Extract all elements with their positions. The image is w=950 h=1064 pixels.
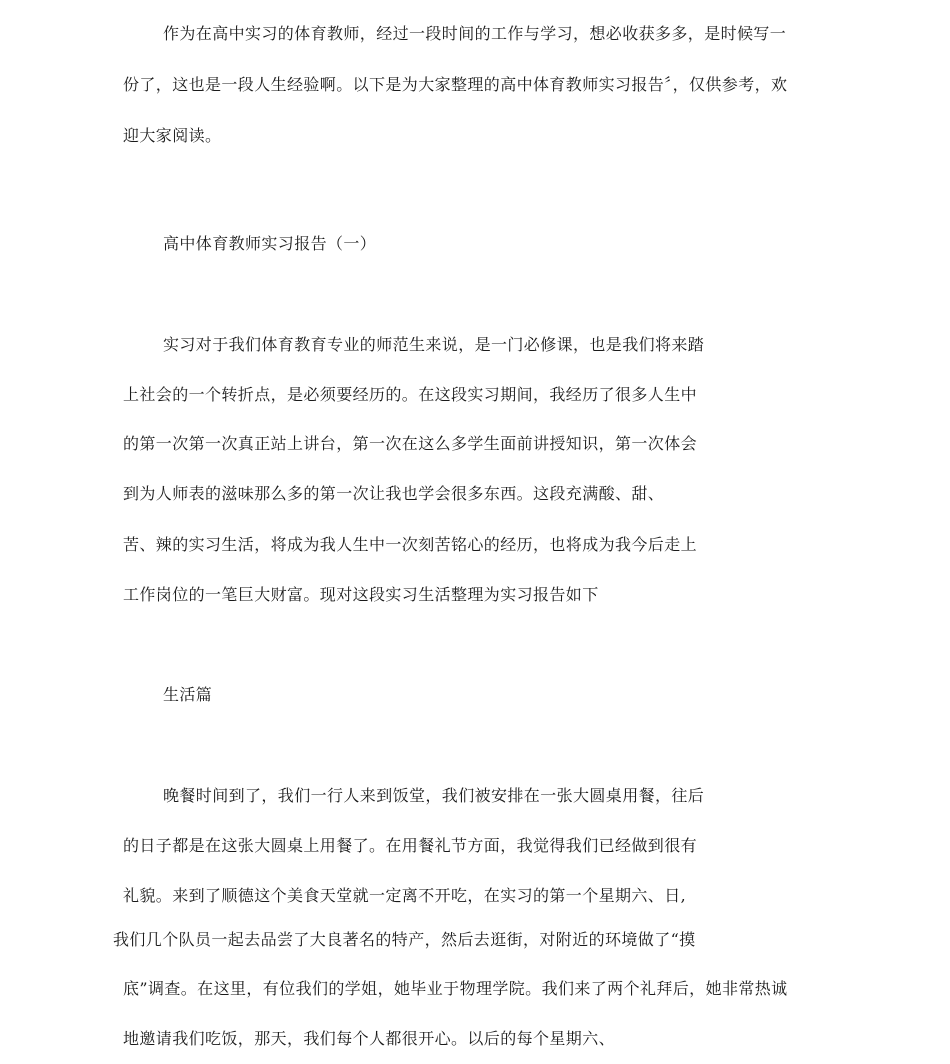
intro-line: 份了，这也是一段人生经验啊。以下是为大家整理的高中体育教师实习报告〞，仅供参考，欢 (123, 75, 788, 94)
paragraph-line: 底”调查。在这里，有位我们的学姐，她毕业于物理学院。我们来了两个礼拜后，她非常热诚 (123, 979, 788, 998)
paragraph-line: 到为人师表的滋味那么多的第一次让我也学会很多东西。这段充满酸、甜、 (123, 484, 665, 503)
paragraph-line: 地邀请我们吃饭，那天，我们每个人都很开心。以后的每个星期六、 (123, 1029, 616, 1048)
paragraph-line: 上社会的一个转折点，是必须要经历的。在这段实习期间，我经历了很多人生中 (123, 385, 698, 404)
section-heading: 高中体育教师实习报告（一） (163, 234, 377, 253)
paragraph-line: 我们几个队员一起去品尝了大良著名的特产，然后去逛街，对附近的环境做了“摸 (113, 930, 696, 949)
paragraph-line: 礼貌。来到了顺德这个美食天堂就一定离不开吃，在实习的第一个星期六、日, (123, 886, 687, 905)
paragraph-line: 晚餐时间到了，我们一行人来到饭堂，我们被安排在一张大圆桌用餐，往后 (163, 786, 705, 805)
paragraph-line: 的日子都是在这张大圆桌上用餐了。在用餐礼节方面，我觉得我们已经做到很有 (123, 836, 698, 855)
paragraph-line: 工作岗位的一笔巨大财富。现对这段实习生活整理为实习报告如下 (123, 585, 599, 604)
paragraph-line: 的第一次第一次真正站上讲台，第一次在这么多学生面前讲授知识，第一次体会 (123, 434, 698, 453)
section-heading: 生活篇 (163, 685, 213, 704)
paragraph-line: 实习对于我们体育教育专业的师范生来说，是一门必修课，也是我们将来踏 (163, 335, 705, 354)
intro-line: 迎大家阅读。 (123, 126, 222, 145)
paragraph-line: 苦、辣的实习生活，将成为我人生中一次刻苦铭心的经历，也将成为我今后走上 (123, 535, 698, 554)
intro-line: 作为在高中实习的体育教师，经过一段时间的工作与学习，想必收获多多，是时候写一 (163, 24, 787, 43)
